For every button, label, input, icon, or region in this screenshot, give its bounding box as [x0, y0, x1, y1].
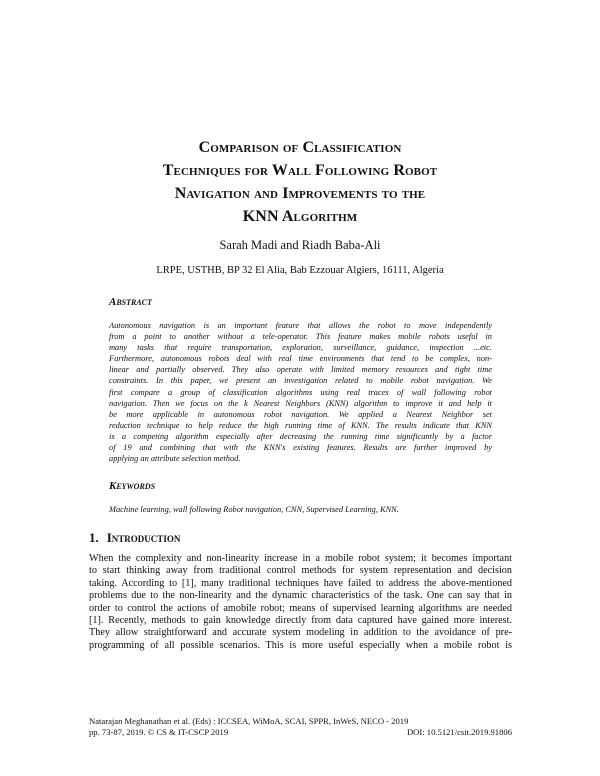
introduction-body: [89, 553, 512, 652]
abstract-line: Autonomous navigation is an important feature that allows the robot to move independently: [109, 321, 492, 330]
keywords-heading: Keywords: [109, 480, 156, 492]
abstract-line: Furthermore, autonomous robots deal with real time environments that tend to be complex, non-: [109, 354, 492, 364]
introduction-line: They allow straightforward and accurate system modeling in addition to the avoidance of pre-: [89, 627, 512, 639]
abstract-line: navigation. Then we focus on the k Nearest Neighbors (KNN) algorithm to improve it and help it: [109, 398, 492, 408]
introduction-line: to start thinking away from traditional control methods for system representation and decision: [89, 565, 512, 577]
footer-pages: pp. 73-87, 2019. © CS & IT-CSCP 2019: [89, 727, 229, 737]
paper-title: [60, 136, 540, 228]
abstract-line: is a competing algorithm especially after decreasing the running time significantly by a factor: [109, 431, 492, 441]
abstract-line: be more applicable in autonomous robot navigation. We applied a Nearest Neighbor set: [109, 409, 492, 419]
abstract-line: from a point to another without a tele-operator. This feature makes mobile robots useful in: [109, 332, 492, 342]
abstract-line: many tasks that require transportation, exploration, surveillance, guidance, inspection ...etc.: [109, 343, 492, 353]
title-line: Comparison of Classification: [198, 139, 402, 156]
affiliation: LRPE, USTHB, BP 32 El Alia, Bab Ezzouar Algiers, 16111, Algeria: [156, 265, 444, 276]
title-line: Techniques for Wall Following Robot: [162, 162, 438, 179]
footer-editors: Natarajan Meghanathan et al. (Eds) : ICCSEA, WiMoA, SCAI, SPPR, InWeS, NECO - 2019: [89, 716, 409, 726]
authors: Sarah Madi and Riadh Baba-Ali: [219, 238, 381, 252]
introduction-line: taking. According to [1], many traditional techniques have failed to address the above-mentioned: [89, 577, 512, 589]
introduction-line: [1]. Recently, methods to gain knowledge directly from data captured have gained more interest.: [89, 615, 512, 627]
section-title: Introduction: [106, 530, 181, 545]
abstract-body: [109, 320, 492, 464]
abstract-line: of 19 and combining that with the KNN's existing features. Results are further improved by: [109, 443, 492, 453]
abstract-line: applying an attribute selection method.: [109, 454, 241, 464]
introduction-line: order to control the actions of amobile robot; means of supervised learning algorithms are needed: [89, 602, 512, 614]
introduction-line: programming of all possible scenarios. This is more useful especially when a mobile robot is: [89, 639, 512, 651]
abstract-line: constraints. In this paper, we present an investigation related to mobile robot navigation. We: [109, 376, 492, 386]
footer-row: [89, 727, 512, 738]
footer-doi: DOI: 10.5121/csit.2019.91806: [406, 727, 512, 737]
keywords-body: Machine learning, wall following Robot navigation, CNN, Supervised Learning, KNN.: [109, 505, 399, 514]
page-footer: [89, 716, 512, 738]
abstract-line: reduction technique to help reduce the high running time of KNN. The results indicate that KNN: [109, 420, 492, 430]
abstract-line: first compare a group of classification algorithms using real traces of wall following robot: [109, 387, 492, 397]
abstract-heading: Abstract: [109, 296, 152, 308]
title-line: Navigation and Improvements to the: [174, 185, 426, 202]
introduction-line: When the complexity and non-linearity increase in a mobile robot system; it becomes important: [89, 553, 512, 564]
section-number: 1.: [89, 530, 99, 545]
introduction-heading: [89, 530, 188, 546]
abstract-line: linear and partially observed. They also operate with limited memory resources and tight time: [109, 365, 492, 375]
introduction-line: problems due to the non-linearity and the dynamic characteristics of the task. One can say that in: [89, 590, 512, 602]
title-line: KNN Algorithm: [242, 208, 358, 225]
